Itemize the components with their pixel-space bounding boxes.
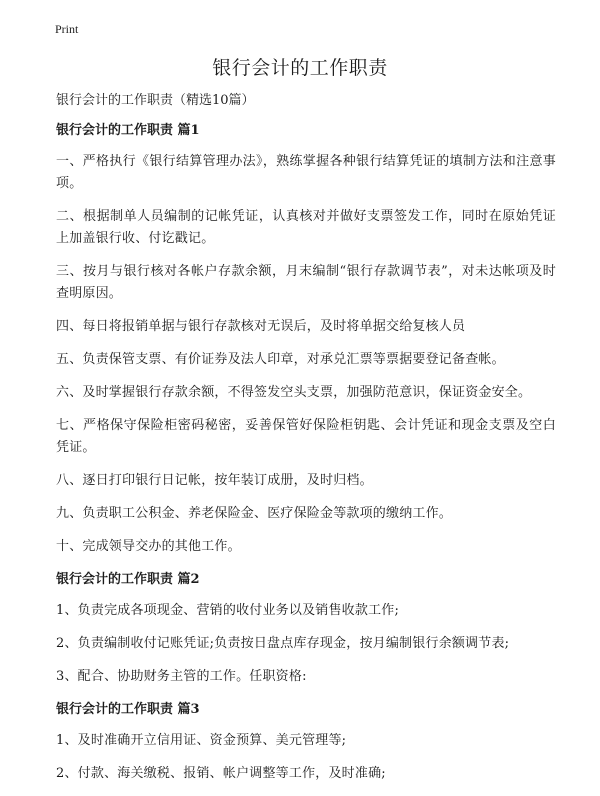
paragraph: 2、付款、海关缴税、报销、帐户调整等工作，及时准确; [56, 766, 386, 781]
document-subtitle: 银行会计的工作职责（精选10篇） [56, 93, 255, 108]
section-heading: 银行会计的工作职责 篇2 [56, 572, 200, 587]
print-link[interactable]: Print [55, 22, 79, 36]
paragraph: 五、负责保管支票、有价证券及法人印章，对承兑汇票等票据要登记备查帐。 [56, 352, 505, 367]
document-body [56, 90, 556, 796]
paragraph: 九、负责职工公积金、养老保险金、医疗保险金等款项的缴纳工作。 [56, 506, 453, 521]
section-3 [56, 699, 556, 785]
section-1 [56, 120, 556, 558]
paragraph: 1、负责完成各项现金、营销的收付业务以及销售收款工作; [56, 603, 400, 618]
section-heading: 银行会计的工作职责 篇1 [56, 123, 200, 138]
paragraph: 1、及时准确开立信用证、资金预算、美元管理等; [56, 733, 347, 748]
document-title: 银行会计的工作职责 [212, 57, 388, 79]
paragraph: 十、完成领导交办的其他工作。 [56, 539, 241, 554]
paragraph: 3、配合、协助财务主管的工作。任职资格: [56, 669, 307, 684]
paragraph: 2、负责编制收付记账凭证;负责按日盘点库存现金，按月编制银行余额调节表; [56, 636, 510, 651]
paragraph: 六、及时掌握银行存款余额，不得签发空头支票，加强防范意识，保证资金安全。 [56, 385, 532, 400]
section-2 [56, 569, 556, 688]
paragraph: 七、严格保守保险柜密码秘密，妥善保管好保险柜钥匙、会计凭证和现金支票及空白凭证。 [56, 418, 556, 455]
paragraph: 三、按月与银行核对各帐户存款余额，月末编制“银行存款调节表”，对未达帐项及时查明原因。 [56, 264, 556, 301]
paragraph: 二、根据制单人员编制的记帐凭证，认真核对并做好支票签发工作，同时在原始凭证上加盖银行收、付讫戳记。 [56, 209, 556, 246]
paragraph: 四、每日将报销单据与银行存款核对无误后，及时将单据交给复核人员 [56, 319, 466, 334]
section-heading: 银行会计的工作职责 篇3 [56, 702, 200, 717]
paragraph: 八、逐日打印银行日记帐，按年装订成册，及时归档。 [56, 473, 373, 488]
paragraph: 一、严格执行《银行结算管理办法》，熟练掌握各种银行结算凭证的填制方法和注意事项。 [56, 154, 556, 191]
